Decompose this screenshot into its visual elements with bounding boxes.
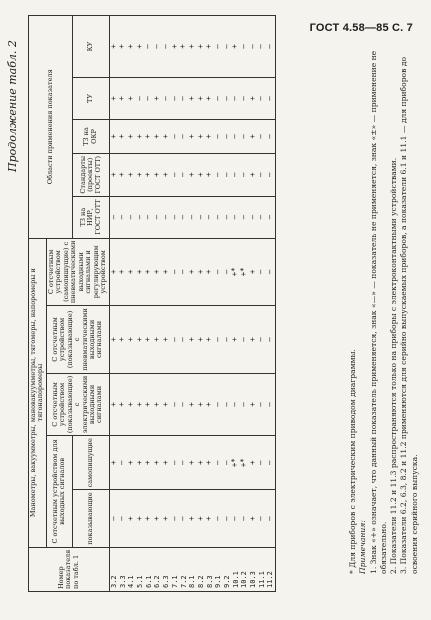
table-row	[127, 15, 136, 591]
note-2: 2. Показатели 11.2 и 11.3 распространяются только на приборы с электроконтактными устройствами.	[389, 157, 398, 574]
table-row	[162, 15, 171, 591]
table-cell: —	[240, 119, 249, 153]
table-cell: +	[197, 238, 206, 306]
table-cell: —	[162, 15, 171, 77]
table-cell: —	[223, 77, 232, 119]
table-cell: —	[266, 373, 275, 435]
table-cell: —	[214, 153, 223, 196]
table-cell: +	[144, 373, 153, 435]
table-cell: +	[197, 77, 206, 119]
table-cell: —	[205, 196, 214, 238]
row-number: 8.1	[188, 547, 197, 591]
row-number: 6.3	[162, 547, 171, 591]
table-cell: —	[266, 306, 275, 374]
table-cell: +	[118, 373, 127, 435]
table-cell: —	[179, 373, 188, 435]
table-cell: —	[214, 196, 223, 238]
table-cell: +	[188, 306, 197, 374]
table-cell: +	[144, 153, 153, 196]
table-cell: —	[214, 306, 223, 374]
table-cell: +	[188, 373, 197, 435]
table-cell: —	[214, 15, 223, 77]
continuation-caption: Продолжение табл. 2	[6, 40, 19, 172]
table-cell: —	[171, 153, 180, 196]
table-cell: +	[136, 15, 145, 77]
table-cell: +	[118, 153, 127, 196]
table-cell: —	[153, 196, 162, 238]
table-cell: +	[109, 15, 118, 77]
table-cell: +	[118, 77, 127, 119]
table-cell: —	[240, 15, 249, 77]
table-cell: —	[231, 119, 240, 153]
table-cell: +	[153, 238, 162, 306]
table-cell: +	[188, 153, 197, 196]
table-cell: +*	[240, 238, 249, 306]
row-number-header: Номер показателя по табл. 1	[29, 547, 110, 591]
notes-title: Примечания:	[358, 520, 368, 574]
table-cell: +	[249, 153, 258, 196]
row-number: 9.2	[223, 547, 232, 591]
table-cell: —	[231, 490, 240, 547]
table-cell: +	[127, 119, 136, 153]
table-cell: —	[257, 15, 266, 77]
row-number: 10.2	[240, 547, 249, 591]
table-cell: +	[136, 153, 145, 196]
table-cell: +	[249, 306, 258, 374]
table-cell: —	[266, 490, 275, 547]
table-cell: +	[153, 119, 162, 153]
table-cell: —	[179, 238, 188, 306]
table-cell: —	[144, 196, 153, 238]
table-cell: —	[223, 373, 232, 435]
table-cell: +	[162, 490, 171, 547]
table-cell: +	[197, 306, 206, 374]
table-cell: +	[136, 373, 145, 435]
table-row	[205, 15, 214, 591]
table-row	[223, 15, 232, 591]
table-cell: +	[144, 306, 153, 374]
table-cell: —	[118, 196, 127, 238]
table-cell: +	[249, 373, 258, 435]
table-cell: +*	[240, 436, 249, 490]
table-cell: +	[153, 490, 162, 547]
table-row	[144, 15, 153, 591]
row-number: 5.1	[136, 547, 145, 591]
table-cell: +	[249, 119, 258, 153]
table-cell: —	[127, 196, 136, 238]
row-number: 6.1	[144, 547, 153, 591]
table-cell: +	[127, 15, 136, 77]
table-cell: +	[127, 77, 136, 119]
footnote: * Для приборов с электрическим приводом диаграммы.	[348, 349, 357, 574]
col-tz-nir-header: ТЗ на НИР, ГОСТ ОТТ	[72, 196, 109, 238]
table-row	[188, 15, 197, 591]
row-number: 11.2	[266, 547, 275, 591]
table-cell: +	[118, 119, 127, 153]
table-cell: —	[214, 373, 223, 435]
table-cell: +	[118, 306, 127, 374]
table-cell: +	[188, 436, 197, 490]
col-electric-header: С отсчетным устройством (показывающие) с электрическими выходными сигналами	[46, 373, 109, 435]
table-row	[214, 15, 223, 591]
table-cell: —	[171, 77, 180, 119]
table-cell: +	[144, 490, 153, 547]
col-tz-okr-header: ТЗ на ОКР	[72, 119, 109, 153]
table-cell: —	[231, 77, 240, 119]
table-cell: +	[127, 490, 136, 547]
table-cell: +	[136, 306, 145, 374]
table-row	[231, 15, 240, 591]
row-number: 3.2	[109, 547, 118, 591]
table-cell: —	[240, 77, 249, 119]
table-cell: +	[136, 490, 145, 547]
table-cell: +	[179, 15, 188, 77]
table-cell: +	[188, 15, 197, 77]
table-cell: —	[223, 119, 232, 153]
table-cell: +	[249, 490, 258, 547]
table-cell: —	[179, 306, 188, 374]
note-3: 3. Показатели 6.2, 6.3, 8.2 и 11.2 применяются для серийно выпускаемых приборов, а показатели 6.1 и 11.1 — для приборов до освоения серийного выпуска.	[399, 56, 419, 574]
table-cell: +	[162, 238, 171, 306]
col-recording-pneumatic-header: С отсчетным устройством (самопишущие) с пневматическими выходными сигналами и регулирующим устройством	[46, 238, 109, 306]
table-cell: —	[188, 196, 197, 238]
table-cell: —	[109, 490, 118, 547]
table-cell: +	[205, 153, 214, 196]
table-cell: +	[188, 77, 197, 119]
table-cell: —	[231, 373, 240, 435]
table-cell: +	[205, 77, 214, 119]
table-cell: +	[109, 436, 118, 490]
table-row	[179, 15, 188, 591]
table-cell: —	[223, 306, 232, 374]
table-cell: —	[266, 119, 275, 153]
table-cell: +	[127, 238, 136, 306]
col-standards-header: Стандарты (проекты) ГОСТ ОТТ)	[72, 153, 109, 196]
table-cell: —	[257, 238, 266, 306]
table-row	[118, 15, 127, 591]
table-cell: +*	[231, 238, 240, 306]
table-cell: —	[266, 196, 275, 238]
table-cell: +	[162, 436, 171, 490]
table-cell: —	[240, 306, 249, 374]
table-cell: +	[153, 77, 162, 119]
table-row	[197, 15, 206, 591]
table-cell: —	[171, 490, 180, 547]
table-cell: —	[214, 490, 223, 547]
table-cell: —	[231, 196, 240, 238]
table-cell: +*	[231, 436, 240, 490]
table-cell: +	[249, 238, 258, 306]
table-cell: +	[127, 306, 136, 374]
table-cell: +	[118, 15, 127, 77]
table-cell: —	[257, 490, 266, 547]
table-cell: +	[127, 436, 136, 490]
table-cell: —	[171, 238, 180, 306]
table-cell: +	[197, 490, 206, 547]
table-cell: —	[179, 196, 188, 238]
table-row	[153, 15, 162, 591]
table-cell: +	[249, 77, 258, 119]
table-cell: —	[223, 490, 232, 547]
col-recording-header: самопишущие	[72, 436, 109, 490]
table-cell: +	[205, 15, 214, 77]
table-cell: —	[266, 238, 275, 306]
table-cell: —	[266, 77, 275, 119]
table-cell: +	[188, 119, 197, 153]
row-number: 10.3	[249, 547, 258, 591]
table-cell: +	[127, 153, 136, 196]
table-cell: +	[136, 436, 145, 490]
table-row	[109, 15, 118, 591]
table-cell: +	[205, 306, 214, 374]
row-number: 8.2	[197, 547, 206, 591]
table-cell: +	[188, 238, 197, 306]
table-row	[249, 15, 258, 591]
table-cell: +	[162, 119, 171, 153]
table-cell: —	[249, 196, 258, 238]
table-cell: —	[240, 196, 249, 238]
table-cell: +	[153, 306, 162, 374]
table-cell: +	[109, 153, 118, 196]
table-cell: —	[179, 77, 188, 119]
table-cell: —	[257, 77, 266, 119]
table-cell: —	[223, 436, 232, 490]
table-cell: +	[197, 373, 206, 435]
row-number: 7.1	[171, 547, 180, 591]
table-cell: —	[214, 119, 223, 153]
table-cell: +	[197, 436, 206, 490]
table-cell: —	[118, 490, 127, 547]
table-cell: —	[240, 373, 249, 435]
table-cell: +	[188, 490, 197, 547]
table-cell: —	[249, 15, 258, 77]
row-number: 3.3	[118, 547, 127, 591]
table-cell: —	[136, 196, 145, 238]
table-cell: —	[223, 238, 232, 306]
table-cell: +	[136, 119, 145, 153]
signaling-group-header: С отсчетным устройством для выходных сигналов	[46, 436, 72, 548]
indicators-table	[28, 15, 276, 592]
table-cell: —	[162, 196, 171, 238]
table-cell: +	[136, 238, 145, 306]
table-cell: —	[223, 153, 232, 196]
col-pneumatic-header: С отсчетным устройством (показывающие) с пневматическими выходными сигналами	[46, 306, 109, 374]
table-cell: +	[197, 153, 206, 196]
application-group-header: Области применения показателя	[29, 15, 73, 238]
table-cell: +	[144, 119, 153, 153]
row-number: 9.1	[214, 547, 223, 591]
table-cell: +	[249, 436, 258, 490]
table-row	[240, 15, 249, 591]
row-number: 4.1	[127, 547, 136, 591]
table-cell: —	[144, 77, 153, 119]
note-1: 1. Знак «+» означает, что данный показатель применяется, знак «—» — показатель не применяется, знак «±» — применение не обязательно.	[368, 50, 388, 574]
table-cell: +	[205, 119, 214, 153]
row-number: 11.1	[257, 547, 266, 591]
table-cell: —	[266, 153, 275, 196]
table-cell: —	[266, 15, 275, 77]
page-header: ГОСТ 4.58—85 С. 7	[309, 22, 413, 34]
table-cell: +	[109, 77, 118, 119]
table-cell: +	[153, 153, 162, 196]
table-cell: —	[223, 15, 232, 77]
table-cell: +	[162, 373, 171, 435]
device-group-header: Манометры, вакуумметры, мановакуумметры, тягомеры, напоромеры и тягонапоромеры	[29, 238, 47, 547]
table-row	[266, 15, 275, 591]
table-cell: —	[257, 196, 266, 238]
table-cell: —	[171, 436, 180, 490]
table-cell: —	[179, 119, 188, 153]
row-number: 10.1	[231, 547, 240, 591]
table-cell: —	[257, 373, 266, 435]
table-cell: +	[205, 490, 214, 547]
row-number: 7.2	[179, 547, 188, 591]
table-cell: —	[240, 153, 249, 196]
table-cell: +	[109, 373, 118, 435]
table-cell: +	[144, 238, 153, 306]
table-cell: —	[153, 15, 162, 77]
col-ku-header: КУ	[72, 15, 109, 77]
table-cell: +	[205, 373, 214, 435]
table-cell: —	[223, 196, 232, 238]
table-cell: —	[231, 153, 240, 196]
table-cell: —	[197, 196, 206, 238]
table-cell: +	[162, 306, 171, 374]
table-cell: —	[214, 77, 223, 119]
table-cell: —	[266, 436, 275, 490]
table-cell: —	[162, 77, 171, 119]
table-cell: +	[205, 436, 214, 490]
table-cell: +	[144, 436, 153, 490]
table-cell: —	[171, 306, 180, 374]
table-cell: +	[127, 373, 136, 435]
table-cell: +	[162, 153, 171, 196]
row-number: 6.2	[153, 547, 162, 591]
table-cell: +	[197, 119, 206, 153]
table-cell: —	[214, 436, 223, 490]
table-cell: —	[240, 490, 249, 547]
col-tu-header: ТУ	[72, 77, 109, 119]
table-cell: —	[109, 196, 118, 238]
table-cell: —	[257, 153, 266, 196]
table-cell: —	[179, 436, 188, 490]
table-cell: —	[214, 238, 223, 306]
col-indicating-header: показывающие	[72, 490, 109, 547]
table-cell: +	[109, 238, 118, 306]
table-row	[257, 15, 266, 591]
table-cell: +	[197, 15, 206, 77]
table-cell: +	[153, 373, 162, 435]
table-cell: —	[179, 490, 188, 547]
table-row	[171, 15, 180, 591]
table-cell: +	[231, 306, 240, 374]
table-cell: —	[257, 306, 266, 374]
table-row	[136, 15, 145, 591]
table-cell: +	[109, 119, 118, 153]
table-cell: +	[153, 436, 162, 490]
table-cell: +	[205, 238, 214, 306]
table-cell: +	[171, 15, 180, 77]
row-number: 8.3	[205, 547, 214, 591]
table-cell: —	[136, 77, 145, 119]
table-cell: —	[257, 119, 266, 153]
table-cell: —	[257, 436, 266, 490]
table-cell: —	[144, 15, 153, 77]
table-cell: +	[231, 15, 240, 77]
notes-block	[348, 32, 420, 592]
table-cell: —	[171, 196, 180, 238]
table-cell: —	[118, 436, 127, 490]
table-cell: —	[171, 373, 180, 435]
table-cell: —	[171, 119, 180, 153]
table-cell: —	[179, 153, 188, 196]
table-cell: +	[118, 238, 127, 306]
table-cell: +	[109, 306, 118, 374]
